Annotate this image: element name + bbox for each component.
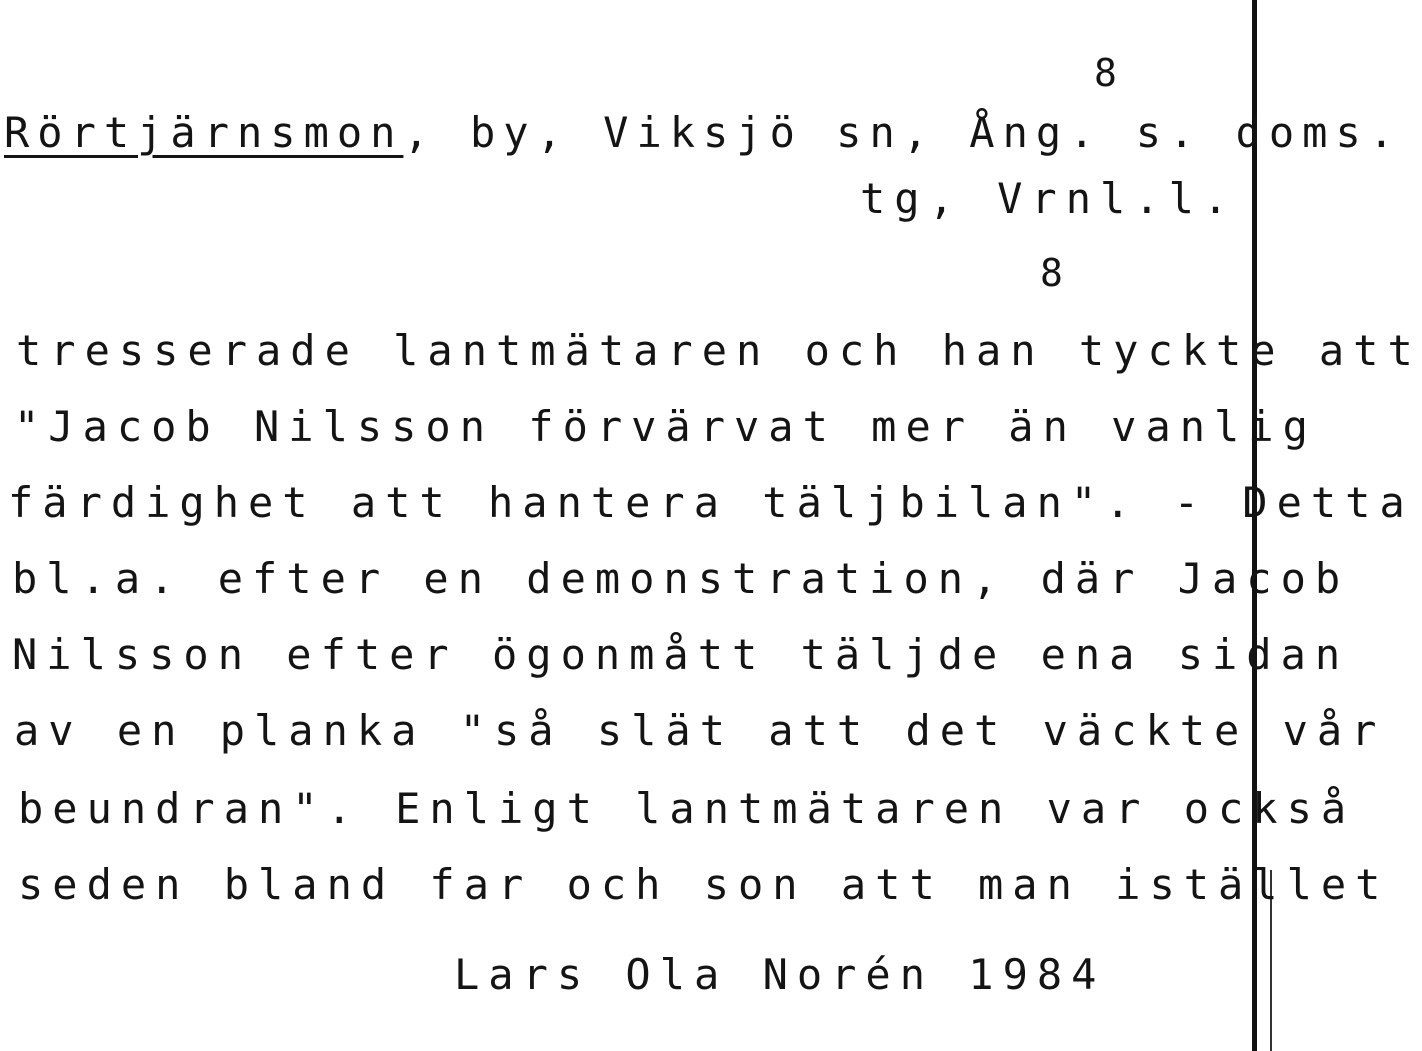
header-rest: , by, Viksjö sn, Ång. s. doms.: [403, 108, 1403, 157]
body-line: av en planka "så slät att det väckte vår: [14, 706, 1386, 755]
page-number-top: 8: [1094, 51, 1117, 95]
body-line: beundran". Enligt lantmätaren var också: [18, 784, 1356, 833]
headword: Rörtjärnsmon: [4, 108, 404, 157]
body-line: tresserade lantmätaren och han tyckte att: [16, 326, 1422, 375]
header-line-2: tg, Vrnl.l.: [860, 174, 1238, 223]
body-line: seden bland far och son att man istället: [18, 860, 1390, 909]
header-line: [4, 108, 1403, 157]
body-line: Nilsson efter ögonmått täljde ena sidan: [12, 630, 1350, 679]
body-line: färdighet att hantera täljbilan". - Detta: [8, 478, 1414, 527]
body-line: "Jacob Nilsson förvärvat mer än vanlig: [14, 402, 1317, 451]
signature: Lars Ola Norén 1984: [454, 950, 1106, 999]
body-line: bl.a. efter en demonstration, där Jacob: [12, 554, 1350, 603]
page-number-mid: 8: [1040, 251, 1063, 295]
